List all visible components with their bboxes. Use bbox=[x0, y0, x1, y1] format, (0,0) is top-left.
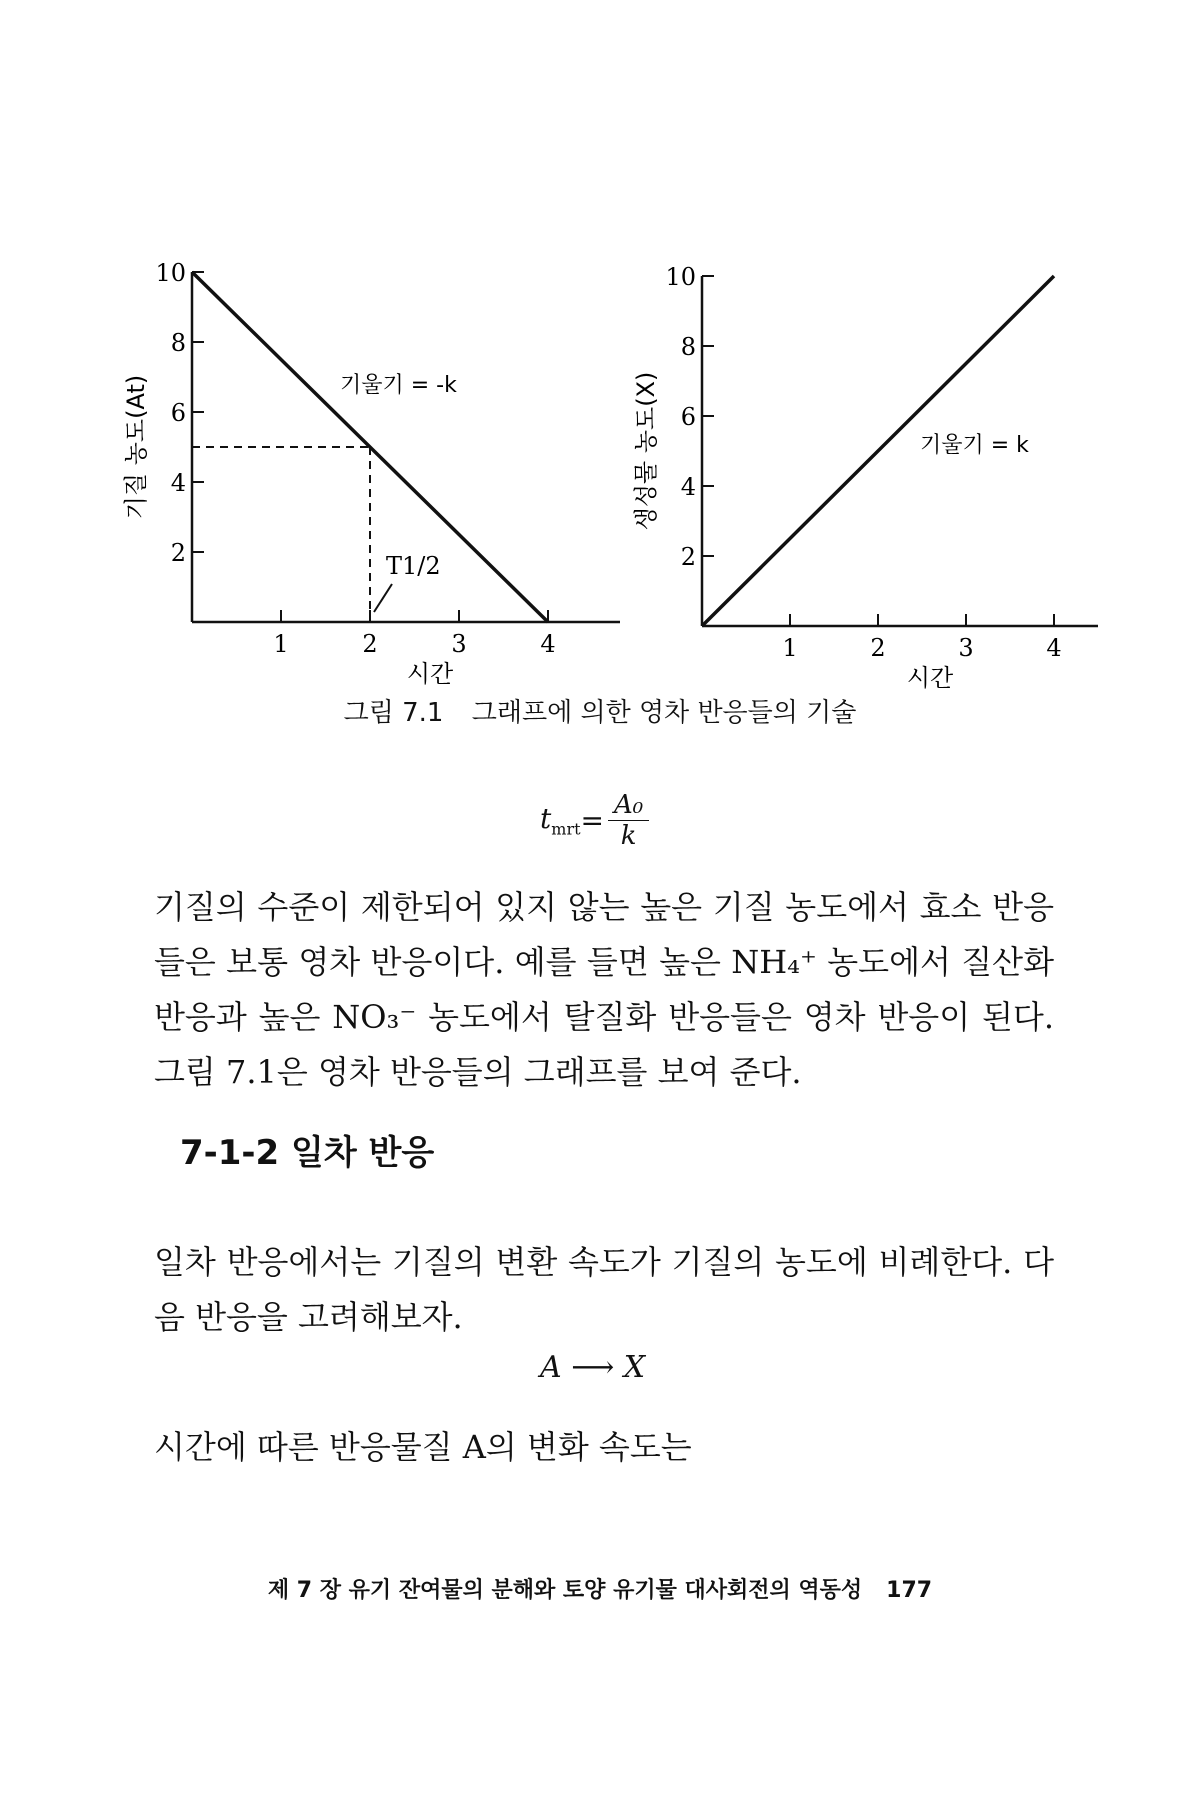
half-life-formula bbox=[540, 790, 649, 851]
half-life-label: T1/2 bbox=[386, 552, 441, 580]
figure-caption bbox=[0, 692, 1200, 729]
x-tick-label: 1 bbox=[273, 630, 289, 658]
formula-lhs: $t_{mrt}$ bbox=[540, 802, 581, 839]
x-tick-label: 1 bbox=[782, 634, 798, 662]
y-axis-label: 생성물 농도(X) bbox=[632, 371, 660, 531]
x-tick-label: 3 bbox=[958, 634, 974, 662]
formula-denominator: k bbox=[620, 821, 637, 851]
y-tick-label: 10 bbox=[155, 259, 186, 287]
paragraph-first-order: 일차 반응에서는 기질의 변환 속도가 기질의 농도에 비례한다. 다음 반응을 고려해보자. bbox=[154, 1243, 1054, 1336]
x-axis-label: 시간 bbox=[406, 660, 454, 688]
zero-order-decay-chart bbox=[122, 259, 620, 688]
page-footer bbox=[0, 1573, 1200, 1604]
y-tick-label: 4 bbox=[170, 469, 186, 497]
x-tick-label: 4 bbox=[1046, 634, 1062, 662]
paragraph-rate: 시간에 따른 반응물질 A의 변화 속도는 bbox=[154, 1428, 692, 1466]
x-tick-label: 2 bbox=[362, 630, 378, 658]
y-tick-label: 6 bbox=[680, 403, 696, 431]
zero-order-formation-chart bbox=[632, 263, 1098, 692]
x-tick-label: 4 bbox=[540, 630, 556, 658]
y-tick-label: 2 bbox=[170, 539, 186, 567]
section-heading: 7-1-2 일차 반응 bbox=[180, 1133, 435, 1173]
page-number: 177 bbox=[886, 1578, 933, 1603]
paragraph-zero-order: 기질의 수준이 제한되어 있지 않는 높은 기질 농도에서 효소 반응들은 보통 영차 반응이다. 예를 들면 높은 NH₄⁺ 농도에서 질산화 반응과 높은 NO₃⁻ 농도에서 탈질화 반응들은 영차 반응이 된다. 그림 7.1은 영차 반응들의 그래프를 보여 준다. bbox=[154, 888, 1054, 1091]
x-axis-label: 시간 bbox=[906, 664, 954, 692]
y-tick-label: 8 bbox=[170, 329, 186, 357]
reaction-equation: A ⟶ X bbox=[540, 1350, 646, 1385]
y-tick-label: 6 bbox=[170, 399, 186, 427]
formula-fraction bbox=[608, 790, 649, 851]
x-tick-label: 2 bbox=[870, 634, 886, 662]
caption-label: 그림 7.1 bbox=[343, 698, 444, 728]
figure-7-1 bbox=[0, 0, 1200, 760]
y-tick-label: 8 bbox=[680, 333, 696, 361]
half-life-pointer bbox=[374, 584, 392, 612]
y-tick-label: 2 bbox=[680, 543, 696, 571]
y-tick-label: 4 bbox=[680, 473, 696, 501]
y-tick-label: 10 bbox=[665, 263, 696, 291]
footer-chapter: 제 7 장 유기 잔여물의 분해와 토양 유기물 대사회전의 역동성 bbox=[267, 1578, 863, 1603]
x-tick-label: 3 bbox=[451, 630, 467, 658]
slope-label: 기울기 = -k bbox=[340, 373, 457, 398]
caption-text: 그래프에 의한 영차 반응들의 기술 bbox=[471, 698, 857, 728]
formula-numerator: A₀ bbox=[608, 790, 649, 821]
slope-label: 기울기 = k bbox=[920, 433, 1029, 458]
formula-equals: = bbox=[580, 804, 604, 837]
y-axis-label: 기질 농도(At) bbox=[122, 374, 150, 520]
